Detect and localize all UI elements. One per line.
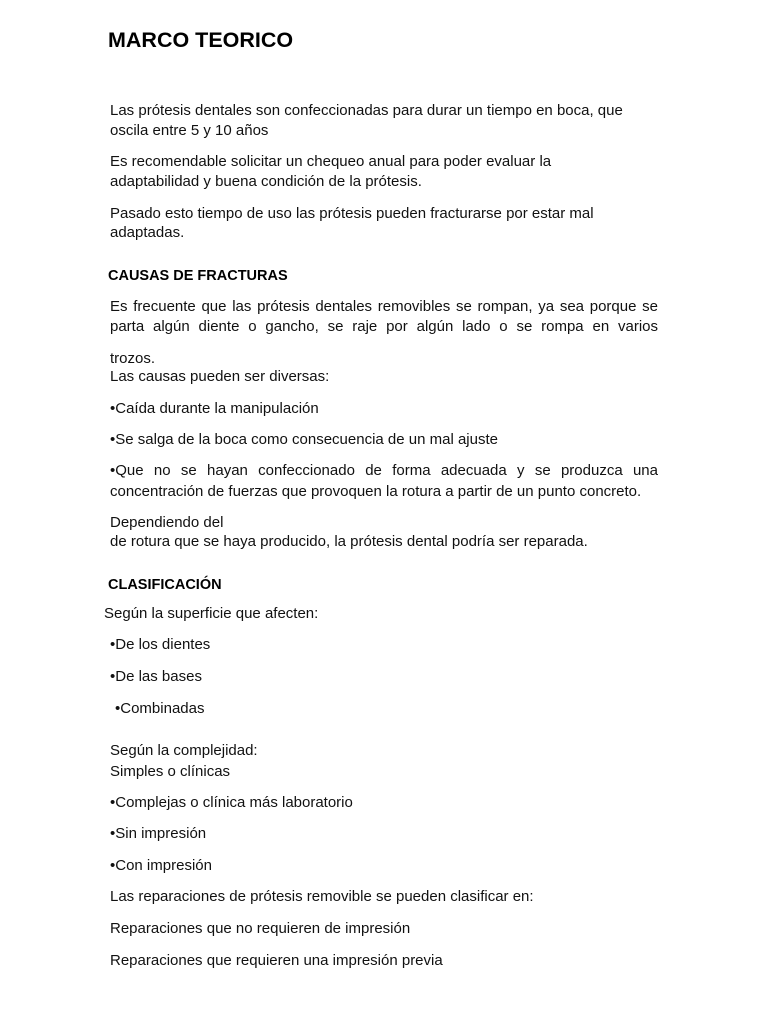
clasificacion-complejidad-item-3: •Sin impresión bbox=[110, 825, 207, 842]
intro-paragraph-2-line-2: adaptabilidad y buena condición de la prótesis. bbox=[110, 173, 422, 190]
intro-paragraph-1-line-2: oscila entre 5 y 10 años bbox=[110, 122, 269, 139]
clasificacion-complejidad-item-2: •Complejas o clínica más laboratorio bbox=[110, 794, 353, 811]
page-title: MARCO TEORICO bbox=[108, 28, 294, 52]
causas-paragraph-3-line-2: de rotura que se haya producido, la prótesis dental podría ser reparada. bbox=[110, 533, 588, 550]
clasificacion-superficie-item-3: •Combinadas bbox=[115, 700, 205, 717]
clasificacion-complejidad-item-4: •Con impresión bbox=[110, 857, 212, 874]
reparaciones-intro: Las reparaciones de prótesis removible se pueden clasificar en: bbox=[110, 888, 534, 905]
causas-paragraph-2: Las causas pueden ser diversas: bbox=[110, 368, 330, 385]
causas-bullet-1: •Caída durante la manipulación bbox=[110, 400, 319, 417]
intro-paragraph-1-line-1: Las prótesis dentales son confeccionadas para durar un tiempo en boca, que bbox=[110, 102, 623, 119]
causas-paragraph-1-line-3: trozos. bbox=[110, 350, 156, 367]
causas-heading: CAUSAS DE FRACTURAS bbox=[108, 268, 288, 284]
causas-paragraph-1-line-1: Es frecuente que las prótesis dentales removibles se rompan, ya sea porque se bbox=[110, 298, 658, 315]
intro-paragraph-2-line-1: Es recomendable solicitar un chequeo anual para poder evaluar la bbox=[110, 153, 552, 170]
causas-bullet-3-line-2: concentración de fuerzas que provoquen la rotura a partir de un punto concreto. bbox=[110, 483, 642, 500]
reparaciones-item-1: Reparaciones que no requieren de impresión bbox=[110, 920, 411, 937]
clasificacion-complejidad-label: Según la complejidad: bbox=[110, 742, 258, 759]
reparaciones-item-2: Reparaciones que requieren una impresión previa bbox=[110, 952, 443, 969]
intro-paragraph-3-line-2: adaptadas. bbox=[110, 224, 185, 241]
clasificacion-heading: CLASIFICACIÓN bbox=[108, 577, 222, 593]
causas-paragraph-3-line-1: Dependiendo del bbox=[110, 514, 224, 531]
intro-paragraph-3-line-1: Pasado esto tiempo de uso las prótesis pueden fracturarse por estar mal bbox=[110, 205, 594, 222]
clasificacion-superficie-item-2: •De las bases bbox=[110, 668, 202, 685]
causas-bullet-3-line-1: •Que no se hayan confeccionado de forma adecuada y se produzca una bbox=[110, 462, 658, 479]
causas-paragraph-1-line-2: parta algún diente o gancho, se raje por algún lado o se rompa en varios bbox=[110, 318, 658, 335]
causas-bullet-2: •Se salga de la boca como consecuencia de un mal ajuste bbox=[110, 431, 498, 448]
clasificacion-superficie-item-1: •De los dientes bbox=[110, 636, 211, 653]
clasificacion-complejidad-item-1: Simples o clínicas bbox=[110, 763, 231, 780]
clasificacion-superficie-label: Según la superficie que afecten: bbox=[104, 605, 319, 622]
